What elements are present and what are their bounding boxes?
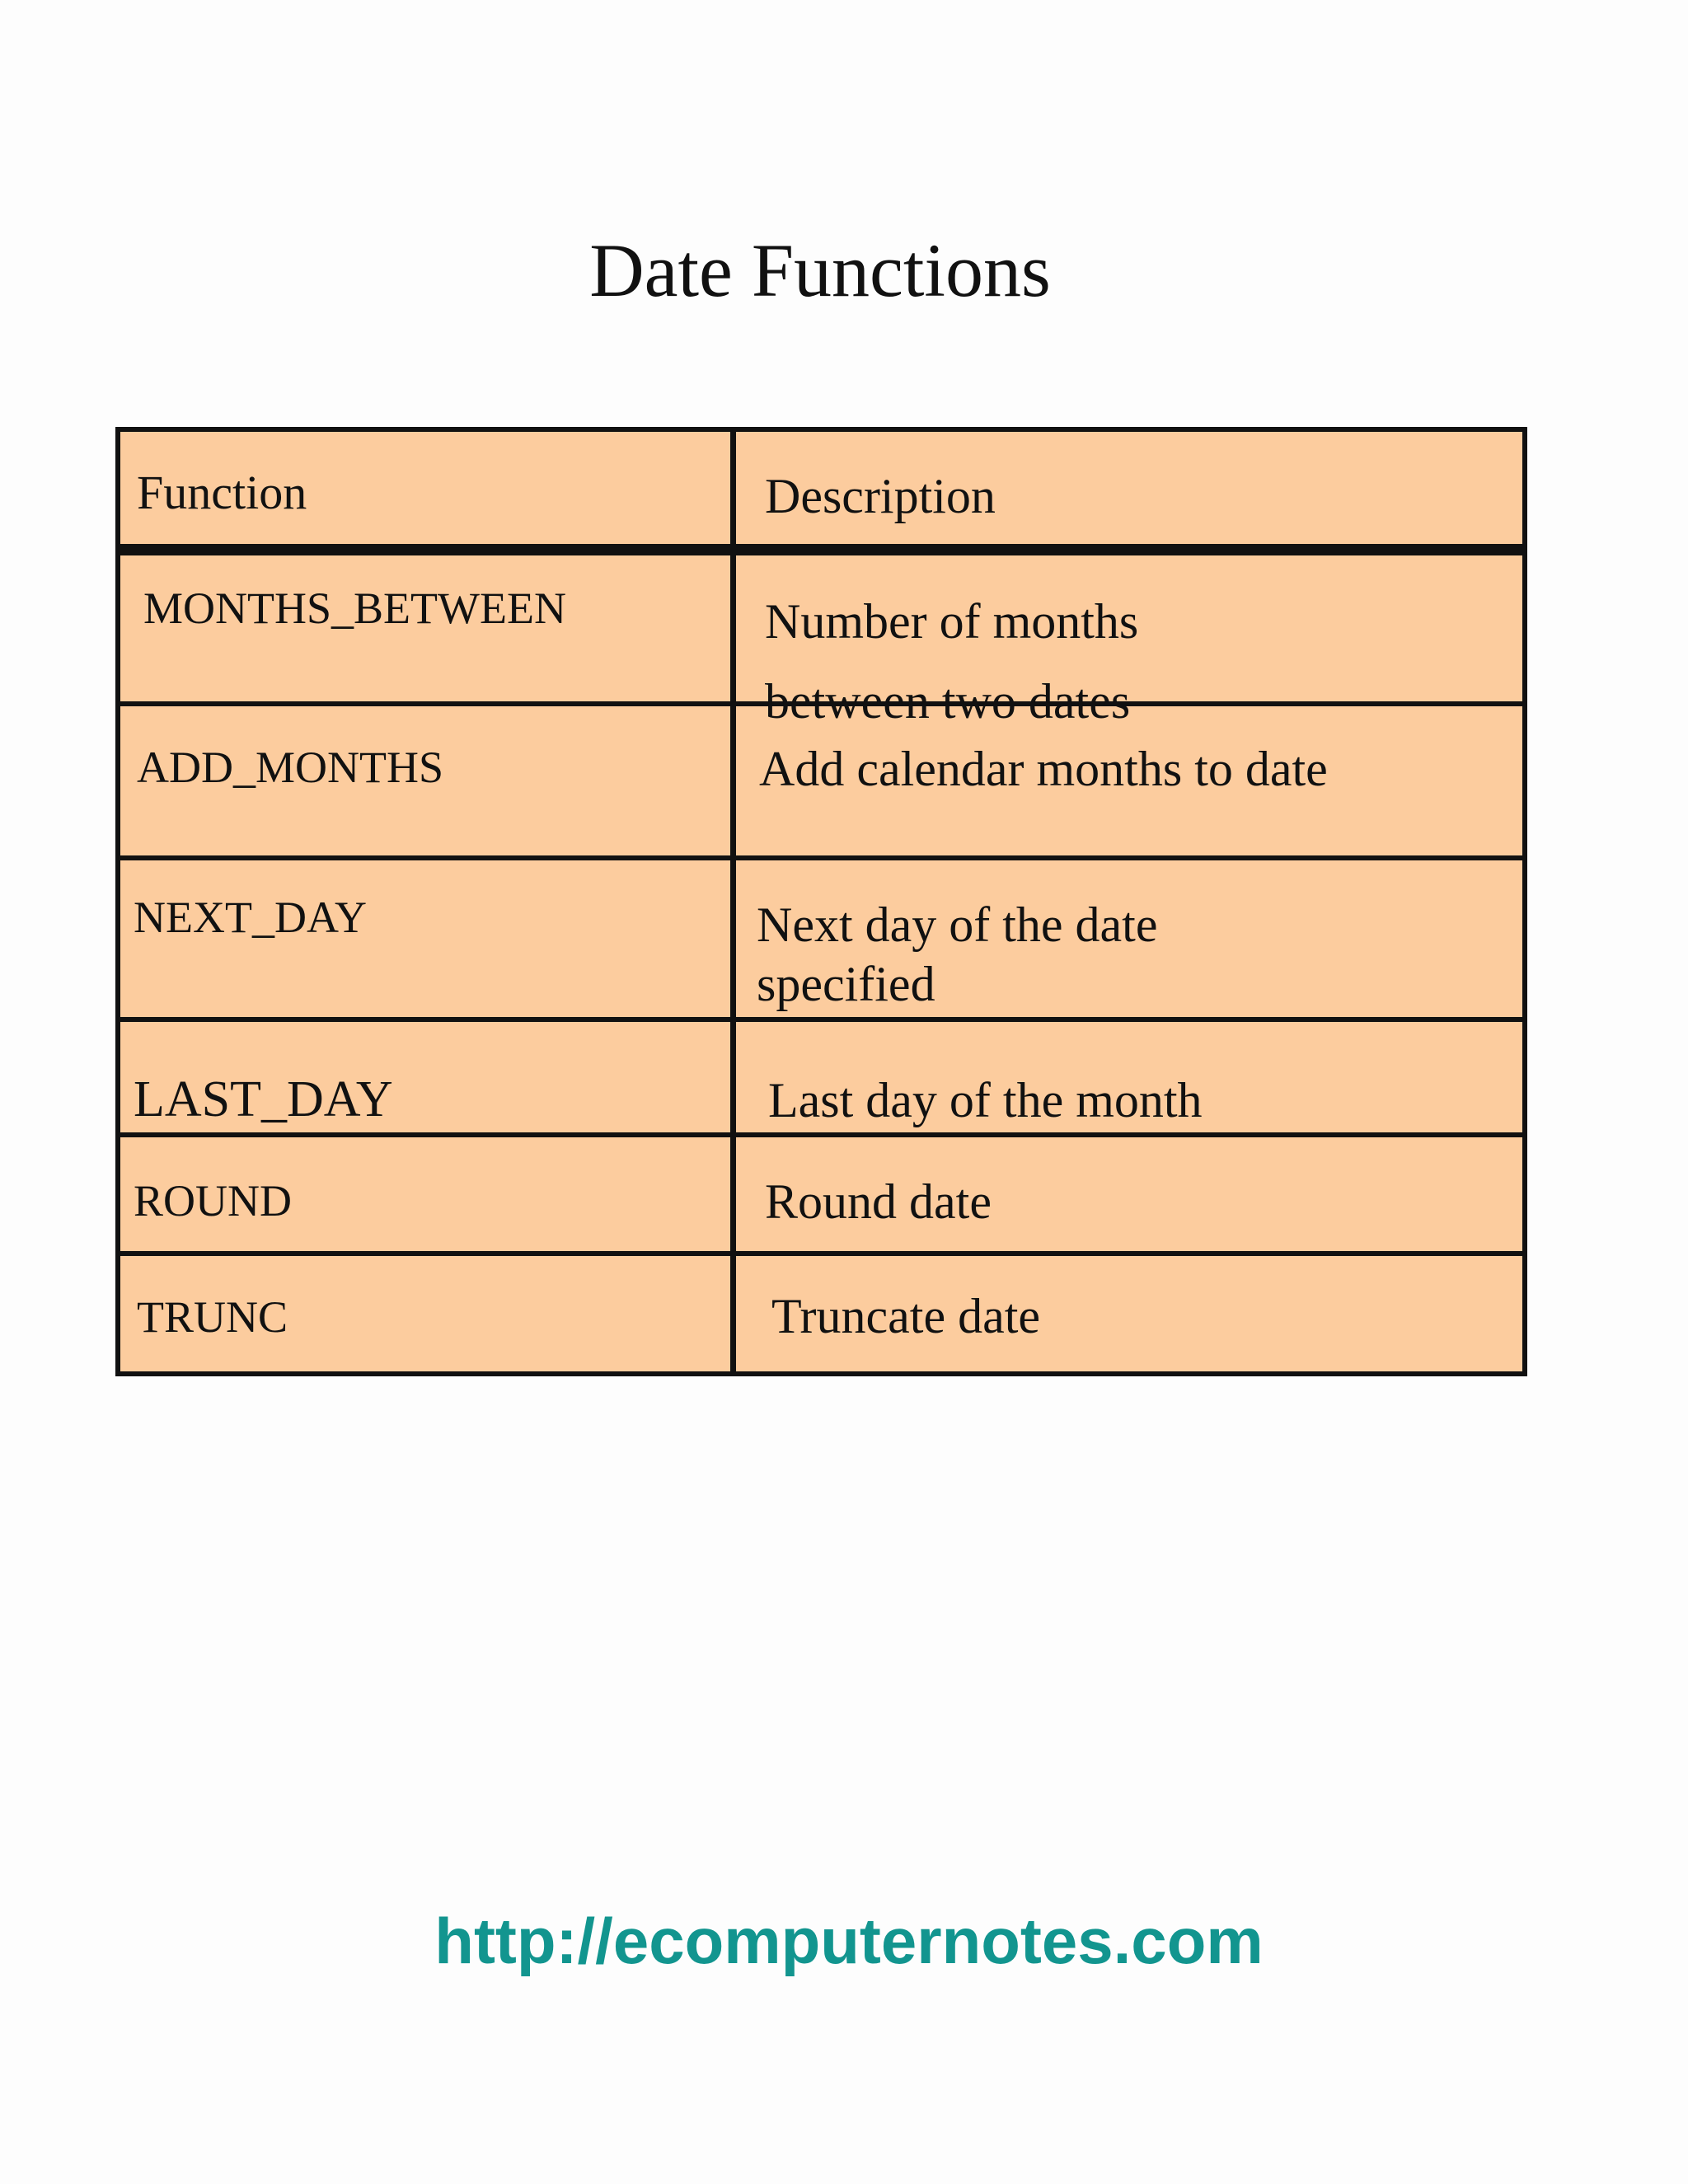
function-name: LAST_DAY — [134, 1071, 393, 1127]
column-divider — [730, 432, 736, 1371]
footer-url-link[interactable]: http://ecomputernotes.com — [434, 1905, 1264, 1977]
function-name: ADD_MONTHS — [137, 743, 444, 792]
function-name: NEXT_DAY — [134, 893, 367, 942]
function-description: Truncate date — [771, 1289, 1041, 1343]
function-description: Last day of the month — [768, 1073, 1203, 1127]
header-description: Description — [765, 469, 996, 523]
function-description: Add calendar months to date — [759, 742, 1328, 796]
function-description: Next day of the date specified — [757, 898, 1158, 1011]
table-row — [120, 1022, 1522, 1137]
header-function: Function — [137, 466, 307, 519]
table-header-row — [120, 432, 1522, 555]
function-name: ROUND — [134, 1176, 293, 1226]
function-name: MONTHS_BETWEEN — [143, 583, 566, 633]
date-functions-table — [115, 427, 1527, 1376]
function-name: TRUNC — [137, 1292, 288, 1342]
table-row — [120, 706, 1522, 860]
function-description: Round date — [765, 1174, 992, 1229]
function-description: Number of months between two dates — [765, 594, 1139, 729]
table-row — [120, 1137, 1522, 1256]
table-row — [120, 555, 1522, 729]
table-row — [120, 860, 1522, 1022]
table-row — [120, 1256, 1522, 1371]
page-title: Date Functions — [589, 228, 1051, 312]
